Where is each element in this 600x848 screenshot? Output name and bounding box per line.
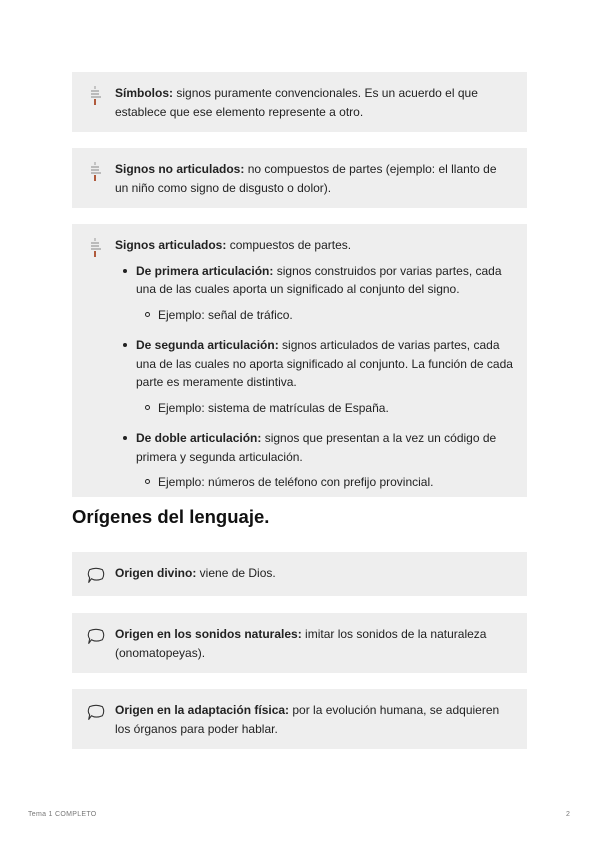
segunda-text: signos articulados de varias partes, cada una de las cuales no aporta significado al conjunto. La función de cada parte es meramente distintiva. xyxy=(136,338,513,389)
list-item-segunda-articulacion xyxy=(115,336,513,417)
no-articulados-paragraph xyxy=(115,160,513,197)
articulados-list xyxy=(115,262,513,492)
footer-doc-title: Tema 1 COMPLETO xyxy=(28,811,97,818)
simbolos-text: signos puramente convencionales. Es un acuerdo el que establece que ese elemento represente a otro. xyxy=(115,86,478,119)
simbolos-paragraph xyxy=(115,84,513,121)
segunda-term: De segunda articulación: xyxy=(136,338,279,352)
footer-page-number: 2 xyxy=(566,811,571,818)
doble-term: De doble articulación: xyxy=(136,431,262,445)
speech-bubble-icon xyxy=(86,565,106,587)
list-icon xyxy=(86,236,106,258)
no-articulados-box xyxy=(72,148,527,208)
section-title: Orígenes del lenguaje. xyxy=(72,506,270,527)
origen-sonidos-text: imitar los sonidos de la naturaleza (onomatopeyas). xyxy=(115,627,487,660)
segunda-sublist xyxy=(136,399,513,418)
simbolos-box xyxy=(72,72,527,132)
doble-example: Ejemplo: números de teléfono con prefijo provincial. xyxy=(136,473,513,492)
list-icon xyxy=(86,160,106,182)
origen-divino-paragraph xyxy=(115,564,513,583)
origen-adaptacion-box xyxy=(72,689,527,749)
speech-bubble-icon xyxy=(86,702,106,724)
primera-term: De primera articulación: xyxy=(136,263,274,278)
origen-divino-box xyxy=(72,552,527,596)
no-articulados-term: Signos no articulados: xyxy=(115,162,245,176)
origen-adaptacion-term: Origen en la adaptación física: xyxy=(115,703,290,717)
origen-sonidos-paragraph xyxy=(115,625,513,662)
list-icon xyxy=(86,84,106,106)
primera-sublist xyxy=(136,306,513,325)
no-articulados-text: no compuestos de partes (ejemplo: el llanto de un niño como signo de disgusto o dolor). xyxy=(115,162,497,195)
articulados-paragraph xyxy=(115,236,513,255)
list-item-doble-articulacion xyxy=(115,429,513,492)
origen-adaptacion-paragraph xyxy=(115,701,513,738)
segunda-example: Ejemplo: sistema de matrículas de España. xyxy=(136,399,513,418)
articulados-box xyxy=(72,224,527,497)
origen-divino-text: viene de Dios. xyxy=(196,566,276,580)
list-item-primera-articulacion xyxy=(115,262,513,325)
articulados-term: Signos articulados: xyxy=(115,238,227,252)
doble-text: signos que presentan a la vez un código de primera y segunda articulación. xyxy=(136,431,497,464)
simbolos-term: Símbolos: xyxy=(115,86,174,100)
primera-text: signos construidos por varias partes, cada una de las cuales aporta un significado al conjunto del signo. xyxy=(136,263,502,296)
origen-sonidos-box xyxy=(72,613,527,673)
articulados-text: compuestos de partes. xyxy=(226,238,352,252)
doble-sublist xyxy=(136,473,513,492)
origen-divino-term: Origen divino: xyxy=(115,566,197,580)
speech-bubble-icon xyxy=(86,626,106,648)
origen-sonidos-term: Origen en los sonidos naturales: xyxy=(115,627,302,641)
primera-example: Ejemplo: señal de tráfico. xyxy=(136,306,513,325)
origen-adaptacion-text: por la evolución humana, se adquieren los órganos para poder hablar. xyxy=(115,703,500,736)
